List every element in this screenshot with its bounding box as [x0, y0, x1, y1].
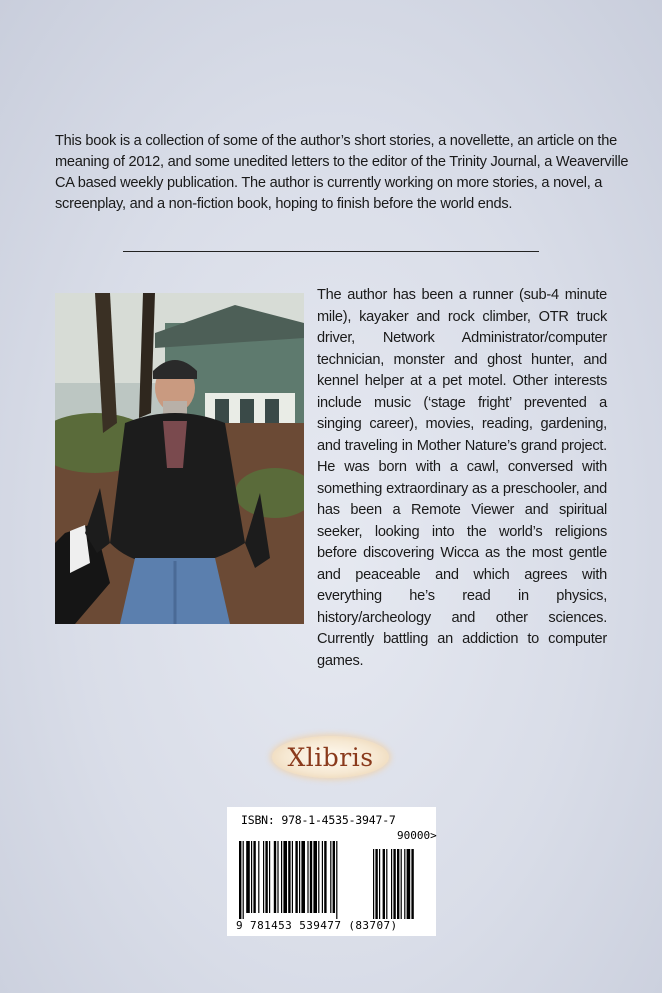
isbn-label: ISBN: 978-1-4535-3947-7	[241, 813, 396, 827]
isbn-barcode	[227, 807, 436, 936]
barcode-bars	[237, 841, 427, 921]
divider-line	[123, 251, 539, 252]
back-cover-blurb: This book is a collection of some of the author’s short stories, a novellette, an article on the meaning of 2012, and some unedited letters to the editor of the Trinity Journal, a Weaverville CA based weekly publication. The author is currently working on more stories, a novel, a screenplay, and a non-fiction book, hoping to finish before the world ends.	[55, 133, 629, 212]
price-addon-label: 90000>	[397, 829, 437, 842]
xlibris-logo-text: Xlibris	[287, 742, 374, 772]
ean-digits-label: 9 781453 539477 (83707)	[236, 919, 398, 932]
xlibris-logo	[272, 736, 389, 778]
author-bio: The author has been a runner (sub-4 minute mile), kayaker and rock climber, OTR truck driver, Network Administrator/computer technician, monster and ghost hunter, and kennel helper at a pet motel. Other interests include music (‘stage fright’ prevented a singing career), movies, reading, gardening, and traveling in Mother Nature’s grand project. He was born with a cawl, conversed with something extraordinary as a preschooler, and has been a Remote Viewer and spiritual seeker, looking into the world’s religions before discovering Wicca as the most gentle and peaceable and which agrees with everything he’s read in physics, history/archeology and other sciences. Currently battling an addiction to computer games.	[317, 287, 607, 669]
author-photo	[55, 293, 304, 624]
